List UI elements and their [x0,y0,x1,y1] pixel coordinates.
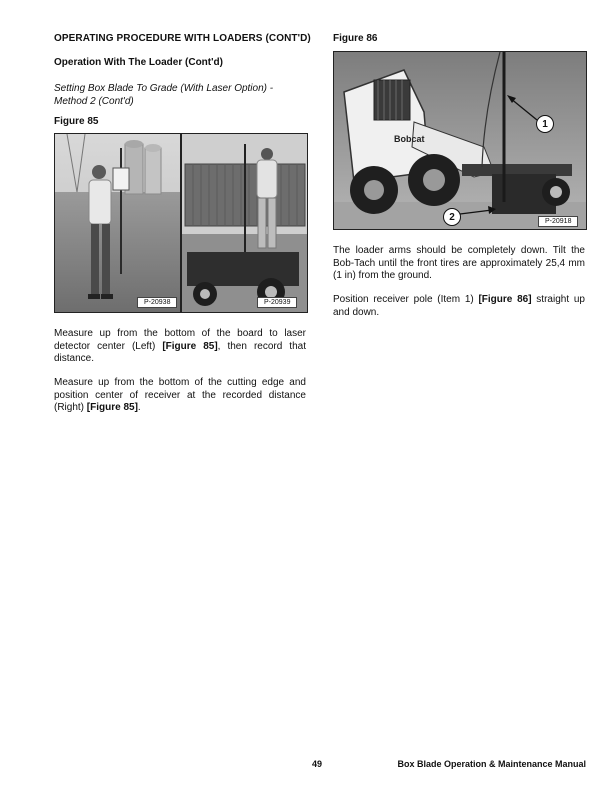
section-subtitle: Operation With The Loader (Cont'd) [54,57,223,68]
figure-85-photo [54,133,308,313]
instruction-receiver-pole [333,294,585,319]
figure-86-code: P-20918 [538,216,578,227]
manual-title: Box Blade Operation & Maintenance Manual [397,759,586,769]
page-number: 49 [312,759,323,769]
instruction-position-receiver [54,377,306,415]
figure-85-image [55,134,307,312]
instruction-text: Position receiver pole (Item 1) [333,294,479,305]
figure-85-label: Figure 85 [54,116,99,127]
bobcat-logo: Bobcat [394,134,425,144]
instruction-text: Measure up from the bottom of the cutting edge and position center of receiver at the recorded distance (Right) [54,377,306,413]
figure-86-image [334,52,586,229]
instruction-text: . [137,402,141,413]
figure-86-photo [333,51,587,230]
instruction-text: , then record that distance. [54,340,306,364]
callout-1: 1 [536,115,554,133]
callout-2: 2 [443,208,461,226]
instruction-text: Measure up from the bottom of the board to laser detector center (Left) [54,328,306,352]
figure-86-label: Figure 86 [333,33,378,44]
instruction-loader-arms: The loader arms should be completely down. Tilt the Bob-Tach until the front tires are approximately 25,4 mm (1 in) from the ground. [333,245,585,281]
procedure-heading [54,82,304,108]
procedure-heading-line1: Setting Box Blade To Grade (With Laser Option) - [54,83,274,94]
section-title: OPERATING PROCEDURE WITH LOADERS (CONT'D) [54,33,311,44]
instruction-text: straight up and down. [333,294,585,318]
figure-reference: [Figure 86] [478,294,532,305]
instruction-measure-board [54,328,306,366]
figure-85-left-code: P-20938 [137,297,177,308]
figure-reference: [Figure 85] [86,402,138,413]
procedure-heading-line2: Method 2 (Cont'd) [54,96,134,107]
figure-85-right-code: P-20939 [257,297,297,308]
figure-reference: [Figure 85] [162,340,218,352]
